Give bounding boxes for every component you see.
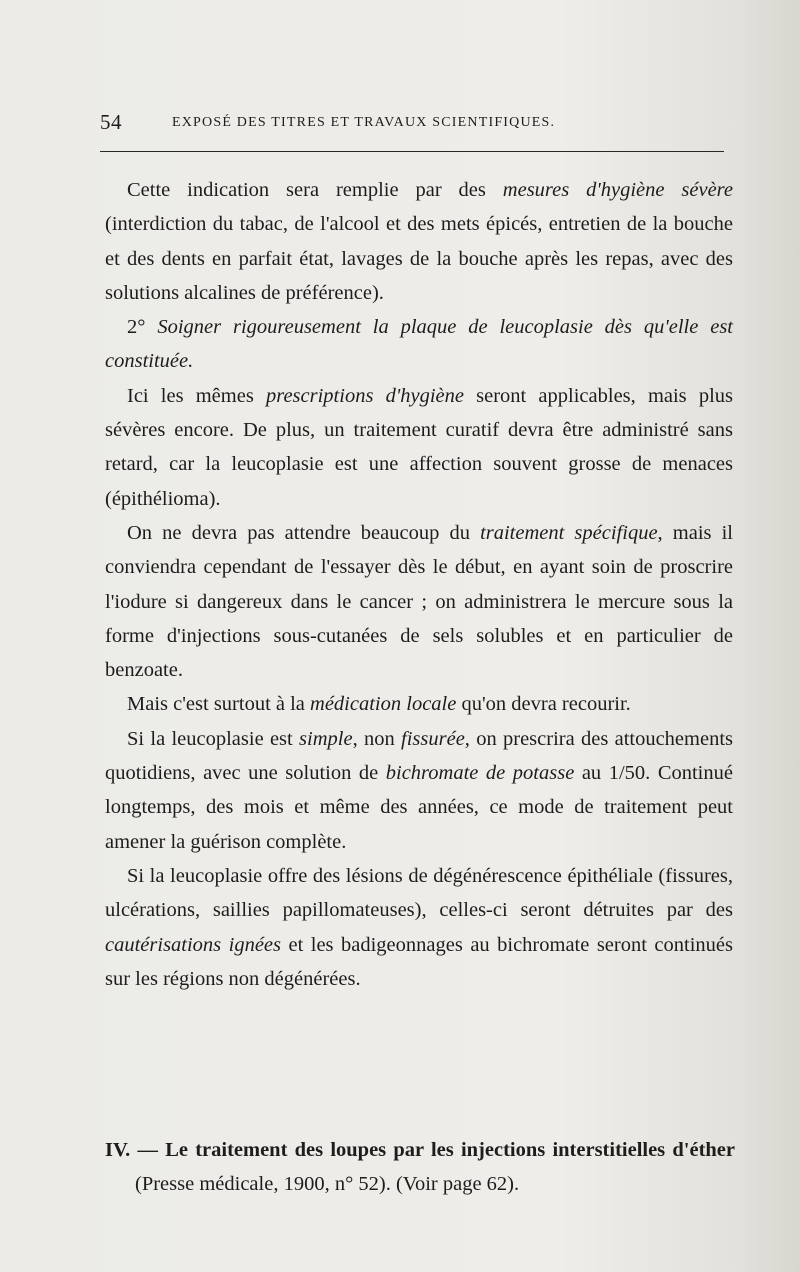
paragraph-7	[105, 859, 733, 996]
section-title: IV. — Le traitement des loupes par les injections interstitielles d'éther	[105, 1139, 735, 1161]
paragraph-3	[105, 379, 733, 516]
p3-text-a: Ici les mêmes	[127, 384, 266, 407]
p6-text-g: au 1/50. Continué longtemps, des mois et même des années, ce mode de traitement peut amener la guérison complète.	[105, 762, 733, 853]
p3-emphasis: prescriptions d'hygiène	[265, 384, 464, 407]
p4-text-c: , mais il conviendra cependant de l'essayer dès le début, en ayant soin de proscrire l'iodure si dangereux dans le cancer ; on administrera le mercure sous la forme d'injections sous-cutanées de sels solubles et en particulier de benzoate.	[105, 521, 733, 682]
p6-text-c: , non	[352, 727, 402, 750]
p6-emphasis-fissuree: fissurée	[401, 727, 465, 750]
p2-emphasis: Soigner rigoureusement la plaque de leucoplasie dès qu'elle est constituée.	[105, 316, 733, 373]
paragraph-6	[105, 722, 733, 859]
page-number: 54	[100, 110, 122, 134]
p1-text-c: (interdiction du tabac, de l'alcool et des mets épicés, entretien de la bouche et des dents en parfait état, lavages de la bouche après les repas, avec des solutions alcalines de préférence).	[105, 213, 733, 304]
p6-emphasis-simple: simple	[299, 727, 353, 750]
section-reference: (Presse médicale, 1900, n° 52). (Voir page 62).	[135, 1173, 520, 1196]
p7-text-c: et les badigeonnages au bichromate seront continués sur les régions non dégénérées.	[105, 933, 733, 990]
p7-emphasis: cautérisations ignées	[105, 933, 282, 956]
p1-emphasis: mesures d'hygiène sévère	[502, 179, 733, 201]
p4-text-a: On ne devra pas attendre beaucoup du	[127, 521, 481, 544]
p6-text-e: , on prescrira des attouchements quotidiens, avec une solution de	[105, 727, 734, 785]
paragraph-4	[105, 516, 733, 687]
section-iv	[105, 1133, 735, 1202]
paragraph-5	[105, 687, 733, 721]
p6-text-a: Si la leucoplasie est	[127, 727, 300, 750]
p1-text-a: Cette indication sera remplie par des	[127, 179, 503, 201]
p2-number: 2°	[127, 316, 158, 339]
p6-emphasis-bichromate: bichromate de potasse	[385, 762, 575, 785]
p5-text-a: Mais c'est surtout à la	[127, 693, 311, 716]
header-rule	[100, 151, 724, 152]
paragraph-1	[105, 173, 733, 310]
paragraph-2	[105, 310, 733, 379]
p7-text-a: Si la leucoplasie offre des lésions de dégénérescence épithéliale (fissures, ulcérations, saillies papillomateuses), celles-ci seront détruites par des	[105, 864, 733, 922]
p3-text-c: seront applicables, mais plus sévères encore. De plus, un traitement curatif devra être administré sans retard, car la leucoplasie est une affection souvent grosse de menaces (épithélioma).	[105, 384, 734, 510]
body-text	[105, 173, 733, 996]
p5-text-c: qu'on devra recourir.	[456, 693, 631, 716]
running-title: EXPOSÉ DES TITRES ET TRAVAUX SCIENTIFIQUES.	[172, 115, 556, 130]
p5-emphasis: médication locale	[310, 693, 457, 716]
p4-emphasis: traitement spécifique	[480, 521, 658, 544]
page-header	[100, 110, 728, 140]
